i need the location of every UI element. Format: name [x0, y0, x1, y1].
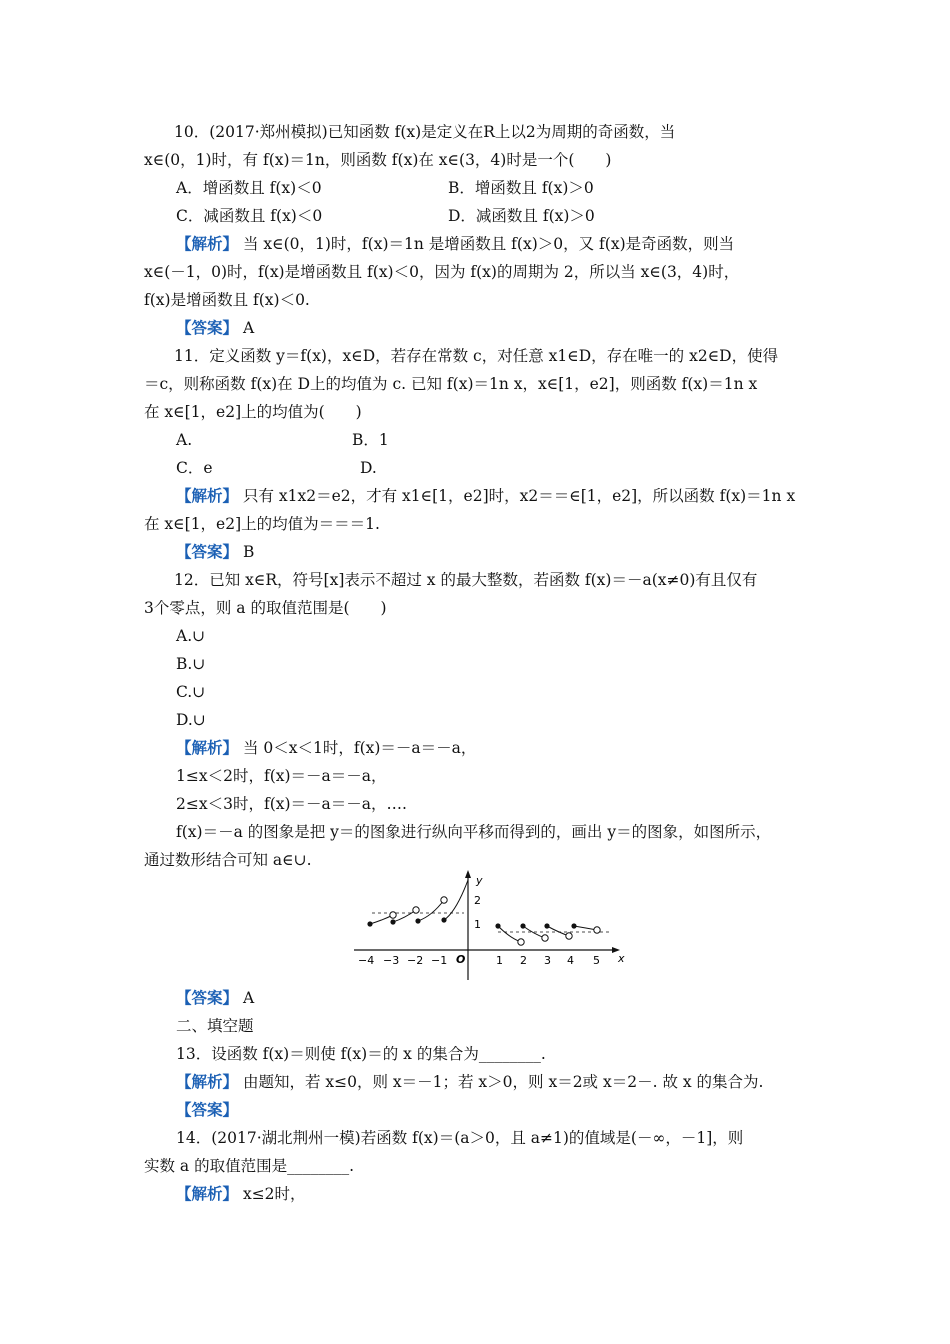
q10-option-c: C．减函数且 f(x)＜0 — [176, 207, 323, 225]
solution-tag: 【解析】 — [176, 1072, 239, 1091]
q10-stem-line1: 10．(2017·郑州模拟)已知函数 f(x)是定义在R上以2为周期的奇函数，当 — [174, 123, 676, 141]
q12-solution-text1: 当 0＜x＜1时，f(x)＝－a＝－a， — [242, 739, 477, 757]
open-point — [542, 935, 548, 941]
tick-label: 3 — [544, 954, 551, 967]
q14-stem-line1: 14．(2017·湖北荆州一模)若函数 f(x)＝(a＞0，且 a≠1)的值域是(－∞，－1]，则 — [176, 1129, 744, 1147]
q12-solution-line1 — [176, 738, 476, 758]
solution-tag: 【解析】 — [176, 486, 239, 505]
q12-stem-line1: 12．已知 x∈R，符号[x]表示不超过 x 的最大整数，若函数 f(x)＝－a(x≠0)有且仅有 — [174, 571, 758, 589]
q13-solution — [176, 1072, 763, 1092]
origin-label: O — [456, 953, 466, 966]
open-point — [390, 912, 396, 918]
q13-stem: 13．设函数 f(x)＝则使 f(x)＝的 x 的集合为________. — [176, 1045, 546, 1063]
solution-tag: 【解析】 — [176, 738, 239, 757]
open-point — [518, 939, 524, 945]
q13-solution-text: 由题知，若 x≤0，则 x＝－1；若 x＞0，则 x＝2或 x＝2－. 故 x 的集合为. — [242, 1073, 764, 1091]
q12-answer — [176, 988, 254, 1008]
q11-solution-line1 — [176, 486, 795, 506]
q12-solution-line4: f(x)＝－a 的图象是把 y＝的图象进行纵向平移而得到的，画出 y＝的图象，如图所示， — [176, 823, 772, 841]
tick-label: 2 — [474, 894, 481, 907]
tick-label: −3 — [383, 954, 400, 967]
q11-option-a: A. — [176, 431, 193, 449]
q13-answer — [176, 1100, 238, 1120]
answer-tag: 【答案】 — [176, 542, 239, 561]
q12-solution-line2: 1≤x＜2时，f(x)＝－a＝－a， — [176, 767, 387, 785]
filled-point — [441, 917, 446, 922]
tick-label: 2 — [520, 954, 527, 967]
tick-label: −4 — [358, 954, 375, 967]
tick-label: −2 — [407, 954, 424, 967]
q11-option-d: D. — [360, 459, 377, 477]
q12-solution-line3: 2≤x＜3时，f(x)＝－a＝－a，…. — [176, 795, 407, 813]
q11-option-b: B．1 — [352, 431, 389, 449]
q10-answer — [176, 318, 254, 338]
q11-stem-line2: ＝c，则称函数 f(x)在 D上的均值为 c. 已知 f(x)＝1n x，x∈[1，e2]，则函数 f(x)＝1n x — [144, 375, 758, 393]
q14-solution-text: x≤2时， — [242, 1185, 306, 1203]
answer-tag: 【答案】 — [176, 318, 239, 337]
q10-answer-value: A — [242, 319, 255, 337]
open-point — [413, 907, 419, 913]
filled-point — [495, 923, 500, 928]
graph-branch — [498, 926, 521, 942]
answer-tag: 【答案】 — [176, 988, 239, 1007]
x-axis-label: x — [618, 952, 625, 965]
filled-point — [571, 923, 576, 928]
q12-option-a: A.∪ — [176, 627, 206, 645]
filled-point — [390, 919, 395, 924]
q12-option-d: D.∪ — [176, 711, 206, 729]
q12-solution-line5: 通过数形结合可知 a∈∪. — [144, 851, 312, 869]
graph-branch — [370, 915, 393, 924]
tick-label: 4 — [567, 954, 574, 967]
q12-stem-line2: 3个零点，则 a 的取值范围是( ) — [144, 599, 387, 617]
filled-point — [415, 918, 420, 923]
q10-option-a: A．增函数且 f(x)＜0 — [176, 179, 322, 197]
y-axis-arrow — [465, 870, 471, 878]
q10-option-d: D．减函数且 f(x)＞0 — [448, 207, 595, 225]
filled-point — [367, 921, 372, 926]
q12-function-graph — [348, 868, 648, 984]
q11-stem-line3: 在 x∈[1，e2]上的均值为( ) — [144, 403, 362, 421]
q14-solution — [176, 1184, 306, 1204]
q14-stem-line2: 实数 a 的取值范围是________. — [144, 1157, 355, 1175]
tick-label: 1 — [474, 918, 481, 931]
filled-point — [544, 923, 549, 928]
q11-option-c: C．e — [176, 459, 213, 477]
open-point — [441, 897, 447, 903]
open-point — [566, 933, 572, 939]
q12-answer-value: A — [242, 989, 255, 1007]
q12-option-c: C.∪ — [176, 683, 206, 701]
tick-label: −1 — [431, 954, 448, 967]
q11-answer-value: B — [242, 543, 255, 561]
graph-branch — [418, 900, 444, 921]
q10-solution-line2: x∈(－1，0)时，f(x)是增函数且 f(x)＜0，因为 f(x)的周期为 2，所以当 x∈(3，4)时， — [144, 263, 740, 281]
q12-option-b: B.∪ — [176, 655, 206, 673]
section-heading-fill-in: 二、填空题 — [176, 1017, 254, 1035]
open-point — [594, 927, 600, 933]
q11-solution-text1: 只有 x1x2＝e2，才有 x1∈[1，e2]时，x2＝＝∈[1，e2]，所以函数 f(x)＝1n x — [242, 487, 796, 505]
q11-solution-line2: 在 x∈[1，e2]上的均值为＝＝＝1. — [144, 515, 380, 533]
q10-solution-line1 — [176, 234, 734, 254]
q11-answer — [176, 542, 254, 562]
q10-solution-text1: 当 x∈(0，1)时，f(x)＝1n 是增函数且 f(x)＞0，又 f(x)是奇函数，则当 — [242, 235, 735, 253]
q10-option-b: B．增函数且 f(x)＞0 — [448, 179, 594, 197]
solution-tag: 【解析】 — [176, 1184, 239, 1203]
tick-label: 5 — [593, 954, 600, 967]
answer-tag: 【答案】 — [176, 1100, 239, 1119]
q11-stem-line1: 11．定义函数 y＝f(x)，x∈D，若存在常数 c，对任意 x1∈D，存在唯一的 x2∈D，使得 — [174, 347, 779, 365]
tick-label: 1 — [496, 954, 503, 967]
q10-stem-line2: x∈(0，1)时，有 f(x)＝1n，则函数 f(x)在 x∈(3，4)时是一个( ) — [144, 151, 612, 169]
solution-tag: 【解析】 — [176, 234, 239, 253]
y-axis-label: y — [476, 874, 483, 887]
q10-solution-line3: f(x)是增函数且 f(x)＜0. — [144, 291, 310, 309]
filled-point — [520, 923, 525, 928]
